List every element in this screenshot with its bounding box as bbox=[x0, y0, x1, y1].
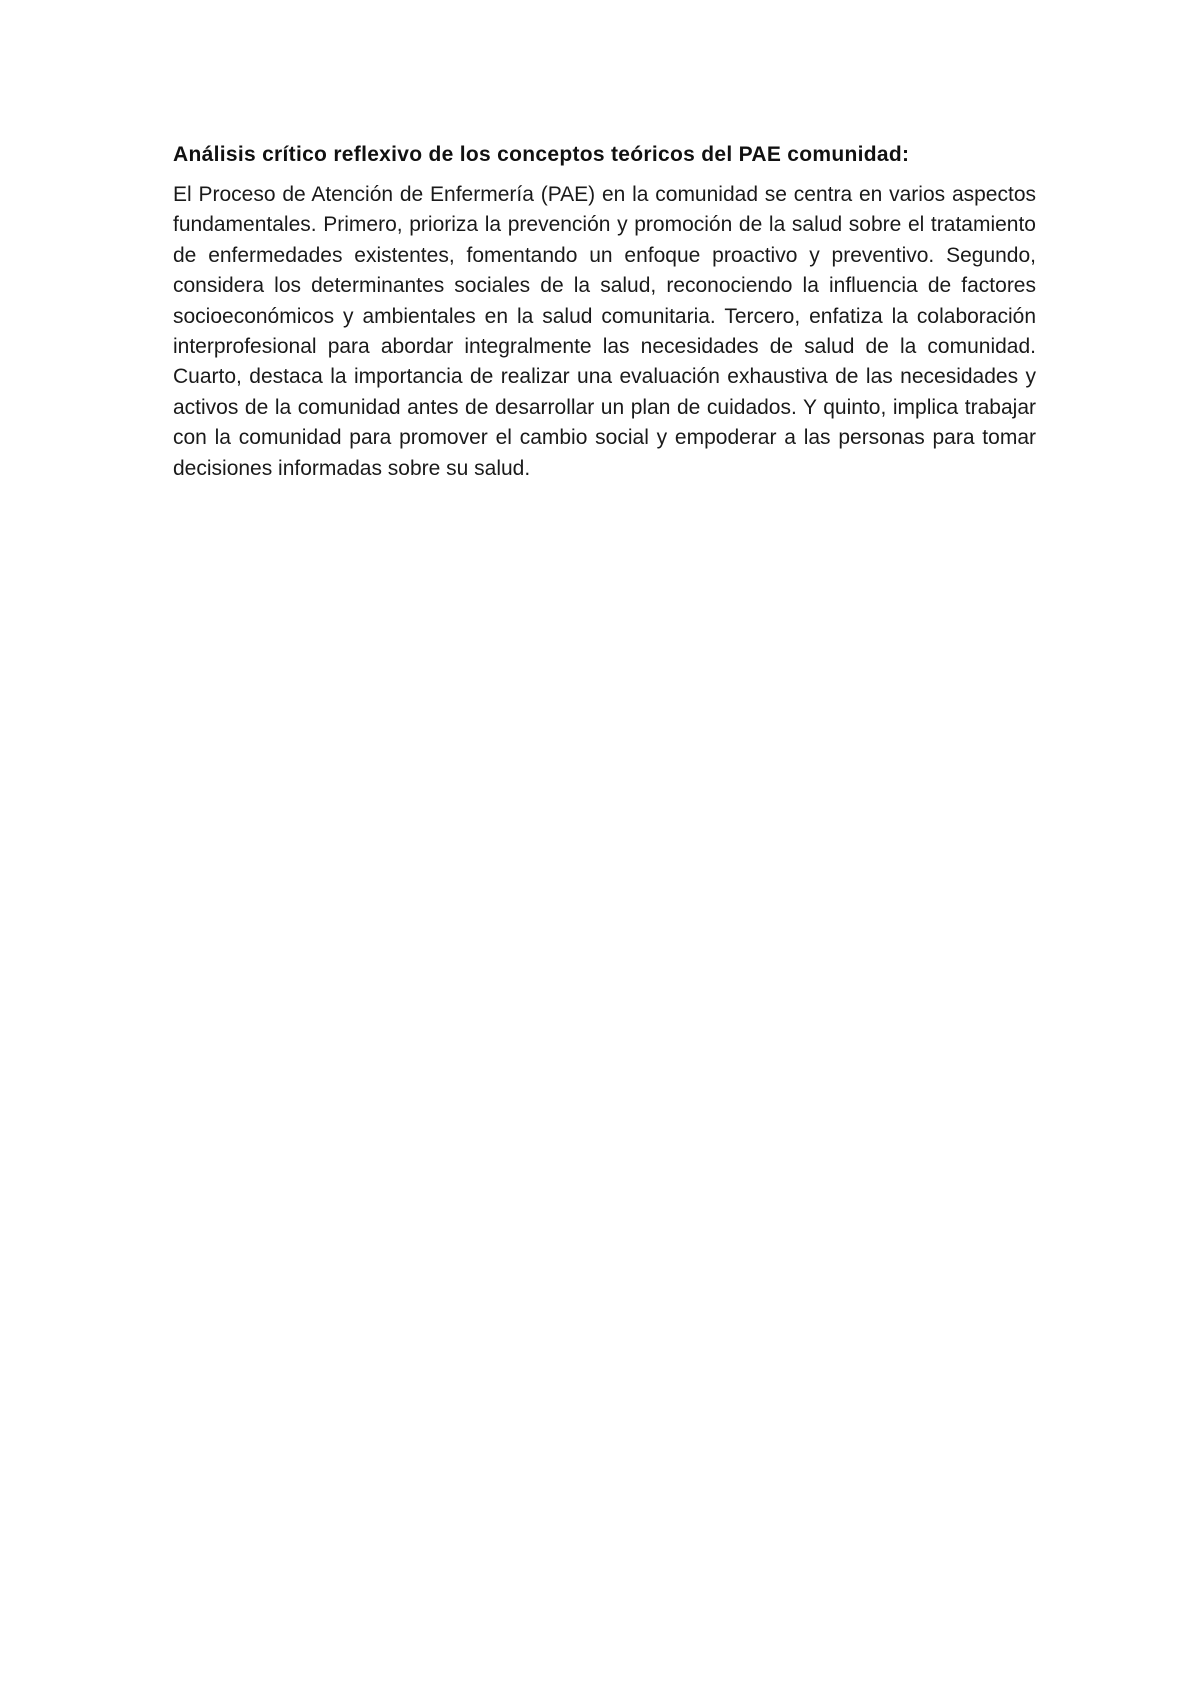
document-content bbox=[173, 140, 1036, 484]
document-title: Análisis crítico reflexivo de los conceptos teóricos del PAE comunidad: bbox=[173, 143, 910, 166]
body-paragraph: El Proceso de Atención de Enfermería (PAE) en la comunidad se centra en varios aspectos fundamentales. Primero, prioriza la prevención y promoción de la salud sobre el tratamiento de enfermedades existentes, fomentando un enfoque proactivo y preventivo. Segundo, considera los determinantes sociales de la salud, reconociendo la influencia de factores socioeconómicos y ambientales en la salud comunitaria. Tercero, enfatiza la colaboración interprofesional para abordar integralmente las necesidades de salud de la comunidad. Cuarto, destaca la importancia de realizar una evaluación exhaustiva de las necesidades y activos de la comunidad antes de desarrollar un plan de cuidados. Y quinto, implica trabajar con la comunidad para promover el cambio social y empoderar a las personas para tomar decisiones informadas sobre su salud. bbox=[173, 183, 1036, 480]
